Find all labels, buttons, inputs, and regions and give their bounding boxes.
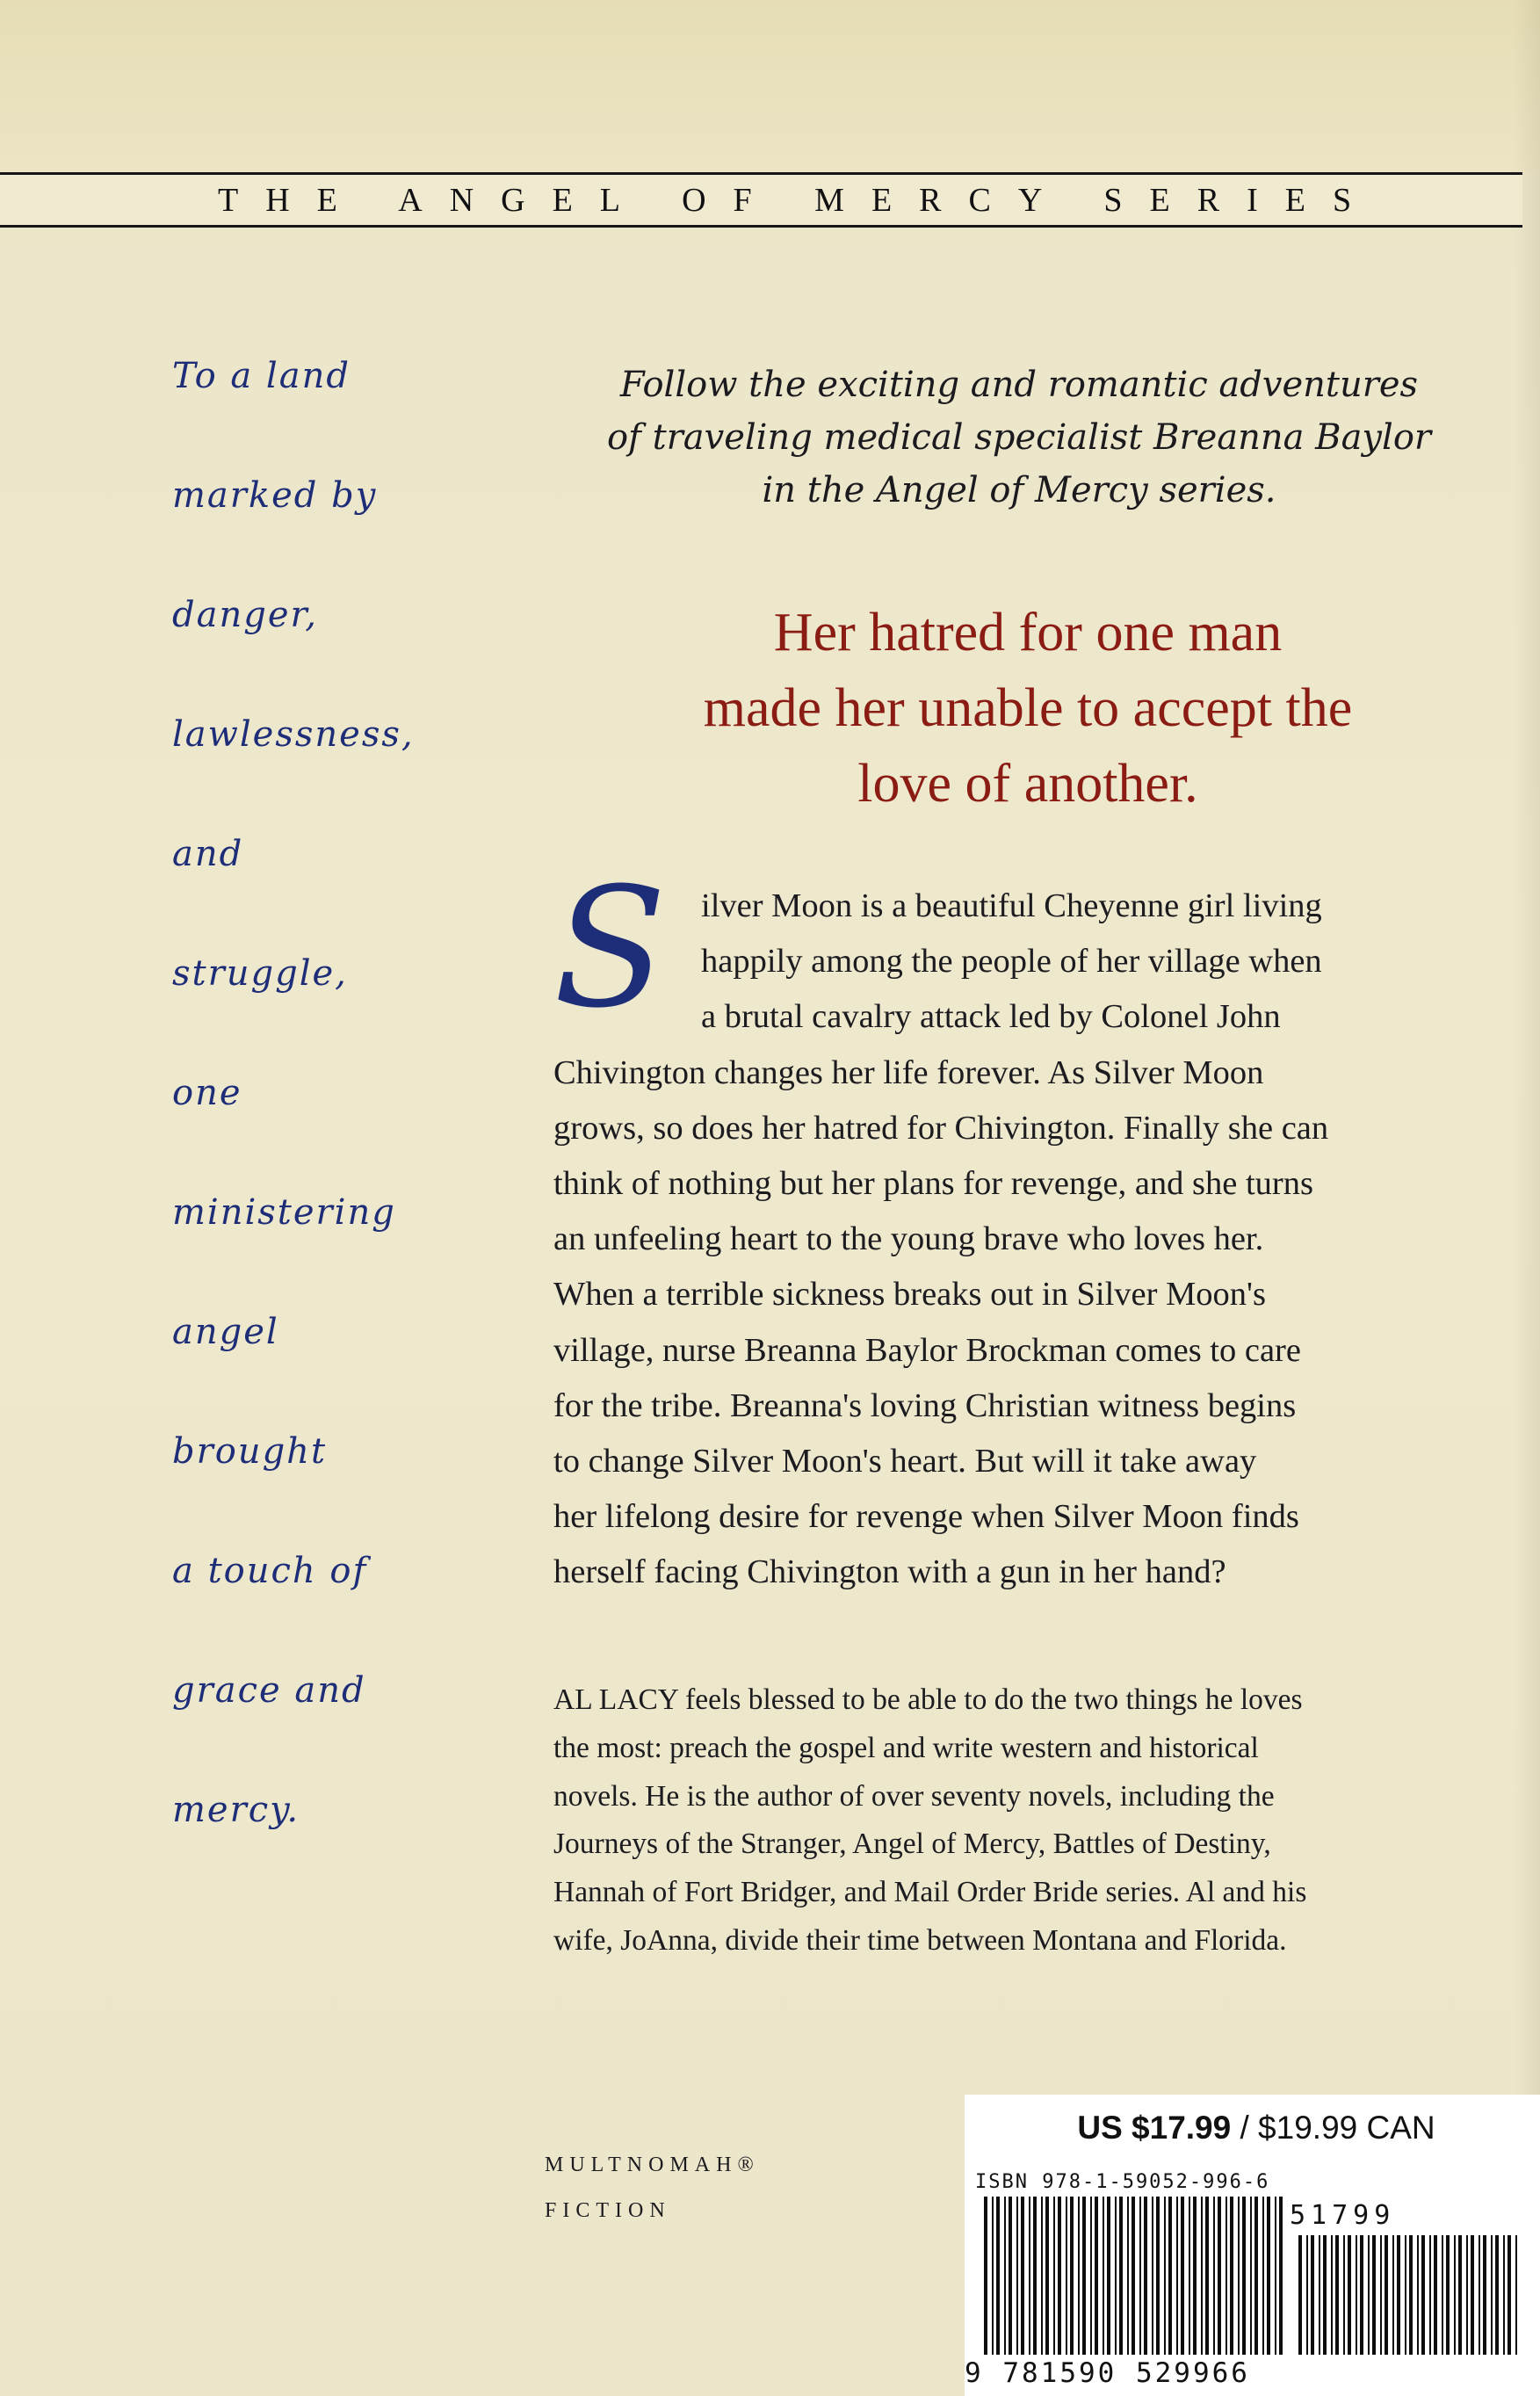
barcode-bar xyxy=(1144,2197,1147,2355)
barcode-bar xyxy=(1397,2235,1400,2355)
headline-line: made her unable to accept the xyxy=(703,678,1353,738)
barcode-bar xyxy=(1298,2235,1302,2355)
barcode-bar xyxy=(1405,2235,1406,2355)
book-description xyxy=(553,879,1511,1601)
barcode-bar xyxy=(1176,2197,1178,2355)
barcode-bar xyxy=(1483,2235,1486,2355)
barcode-bar xyxy=(1331,2235,1333,2355)
barcode-bar xyxy=(1306,2235,1308,2355)
barcode-bar xyxy=(1279,2197,1283,2355)
barcode-bar xyxy=(996,2197,1000,2355)
barcode-bar xyxy=(1267,2197,1270,2355)
barcode-bar xyxy=(1152,2197,1153,2355)
description-line: Chivington changes her life forever. As Silver Moon xyxy=(553,1053,1264,1091)
barcode-bar xyxy=(1343,2235,1345,2355)
publisher-logo xyxy=(545,2142,760,2233)
barcode-bar xyxy=(1421,2235,1425,2355)
poem-line: ministering xyxy=(172,1192,396,1233)
barcode-bar xyxy=(1016,2197,1018,2355)
publisher-name: MULTNOMAH® xyxy=(545,2154,760,2176)
barcode-bar xyxy=(1029,2197,1030,2355)
barcode-bar xyxy=(1515,2235,1517,2355)
barcode-bar xyxy=(1115,2197,1117,2355)
bio-line: Hannah of Fort Bridger, and Mail Order Bride series. Al and his xyxy=(553,1876,1307,1909)
barcode-bar xyxy=(1392,2235,1394,2355)
tagline-line: in the Angel of Mercy series. xyxy=(762,470,1276,510)
series-rule-top xyxy=(0,172,1522,175)
barcode-bar xyxy=(1066,2197,1067,2355)
barcode-bar xyxy=(1385,2235,1388,2355)
barcode-bar xyxy=(1250,2197,1252,2355)
series-rule-bottom xyxy=(0,225,1522,228)
barcode-bar xyxy=(1503,2235,1505,2355)
poem-line: grace and xyxy=(172,1670,366,1711)
barcode-bar xyxy=(1021,2197,1024,2355)
tagline-line: of traveling medical specialist Breanna Baylor xyxy=(606,417,1432,458)
poem-line: angel xyxy=(172,1312,279,1352)
barcode-bar xyxy=(1491,2235,1493,2355)
barcode-bar xyxy=(1254,2197,1258,2355)
poem-line: one xyxy=(172,1073,242,1113)
barcode-bar xyxy=(1479,2235,1480,2355)
poem-line: danger, xyxy=(172,595,318,635)
barcode-bar xyxy=(1311,2235,1314,2355)
barcode-bar xyxy=(1218,2197,1221,2355)
barcode-bar xyxy=(1495,2235,1499,2355)
description-line: to change Silver Moon's heart. But will it take away xyxy=(553,1443,1257,1480)
top-strip xyxy=(0,0,1540,172)
description-line: an unfeeling heart to the young brave who loves her. xyxy=(553,1220,1264,1258)
barcode-bar xyxy=(984,2197,987,2355)
barcode-bar xyxy=(1372,2235,1376,2355)
barcode-bar xyxy=(1103,2197,1104,2355)
poem-line: and xyxy=(172,834,244,874)
barcode-bar xyxy=(1139,2197,1141,2355)
barcode-bar xyxy=(1429,2235,1431,2355)
barcode-bar xyxy=(1156,2197,1160,2355)
barcode-bar xyxy=(1442,2235,1443,2355)
barcode-bar xyxy=(1348,2235,1351,2355)
barcode-bar xyxy=(1107,2197,1110,2355)
barcode-bar xyxy=(1417,2235,1419,2355)
barcode-bar xyxy=(1095,2197,1098,2355)
barcode-bar xyxy=(1041,2197,1043,2355)
barcode-bar xyxy=(1181,2197,1184,2355)
description-line: happily among the people of her village when xyxy=(701,943,1322,981)
barcode-bar xyxy=(1009,2197,1012,2355)
barcode-bar xyxy=(1507,2235,1511,2355)
price-us: US $17.99 xyxy=(1077,2110,1232,2146)
barcode-bar xyxy=(1058,2197,1061,2355)
barcode-bar xyxy=(1434,2235,1437,2355)
barcode-bar xyxy=(1090,2197,1092,2355)
description-line: grows, so does her hatred for Chivington. Finally she can xyxy=(553,1109,1329,1147)
poem-line: a touch of xyxy=(172,1551,368,1591)
barcode-bar xyxy=(992,2197,994,2355)
description-line: for the tribe. Breanna's loving Christian witness begins xyxy=(553,1386,1297,1424)
barcode-bar xyxy=(1356,2235,1357,2355)
description-line: ilver Moon is a beautiful Cheyenne girl living xyxy=(701,887,1322,924)
tagline-line: Follow the exciting and romantic adventures xyxy=(619,365,1419,405)
bio-line: wife, JoAnna, divide their time between Montana and Florida. xyxy=(553,1923,1287,1957)
barcode-bar xyxy=(1201,2197,1203,2355)
headline-line: love of another. xyxy=(857,754,1198,814)
barcode-bar xyxy=(1335,2235,1339,2355)
barcode-bar xyxy=(1004,2197,1006,2355)
description-line: When a terrible sickness breaks out in Silver Moon's xyxy=(553,1276,1266,1314)
barcode-bar xyxy=(1471,2235,1474,2355)
description-line: village, nurse Breanna Baylor Brockman comes to care xyxy=(553,1331,1301,1369)
barcode-bar xyxy=(1238,2197,1240,2355)
barcode-bar xyxy=(1070,2197,1074,2355)
poem-line: mercy. xyxy=(172,1790,300,1830)
side-poem xyxy=(172,350,524,1903)
barcode-bar xyxy=(1078,2197,1080,2355)
barcode-bar xyxy=(1033,2197,1037,2355)
barcode-bar xyxy=(1380,2235,1382,2355)
bio-line: Journeys of the Stranger, Angel of Mercy, Battles of Destiny, xyxy=(553,1828,1271,1861)
barcode-bar xyxy=(1205,2197,1209,2355)
barcode-bar xyxy=(1168,2197,1172,2355)
barcode-bar xyxy=(1132,2197,1135,2355)
headline-line: Her hatred for one man xyxy=(773,603,1283,662)
barcode-bar xyxy=(1368,2235,1370,2355)
series-title: THE ANGEL OF MERCY SERIES xyxy=(218,182,1379,219)
isbn-number: ISBN 978-1-59052-996-6 xyxy=(975,2171,1270,2193)
author-bio xyxy=(553,1676,1520,1965)
bio-line: the most: preach the gospel and write western and historical xyxy=(553,1731,1259,1764)
barcode-bar xyxy=(1409,2235,1413,2355)
barcode-bar xyxy=(1458,2235,1462,2355)
barcode-bar xyxy=(1466,2235,1468,2355)
drop-cap: S xyxy=(553,852,667,1045)
headline xyxy=(545,595,1511,822)
barcode-bar xyxy=(1082,2197,1086,2355)
barcode-bar xyxy=(1164,2197,1166,2355)
barcode-bar xyxy=(1053,2197,1055,2355)
barcode-bar xyxy=(1323,2235,1327,2355)
description-line: her lifelong desire for revenge when Silver Moon finds xyxy=(553,1498,1299,1536)
barcode-bar xyxy=(1225,2197,1227,2355)
barcode-bar xyxy=(1319,2235,1320,2355)
barcode-bar xyxy=(1262,2197,1264,2355)
publisher-imprint: FICTION xyxy=(545,2199,671,2222)
series-tagline xyxy=(545,358,1493,517)
barcode-bar xyxy=(1275,2197,1276,2355)
poem-line: To a land xyxy=(172,356,351,396)
barcode-bar xyxy=(1045,2197,1049,2355)
barcode-bar xyxy=(1189,2197,1190,2355)
barcode-main-digits: 9 781590 529966 xyxy=(965,2357,1250,2389)
bio-line: AL LACY feels blessed to be able to do the two things he loves xyxy=(553,1683,1303,1716)
barcode-bar xyxy=(1454,2235,1456,2355)
poem-line: lawlessness, xyxy=(172,714,415,755)
poem-line: struggle, xyxy=(172,953,348,994)
description-line: herself facing Chivington with a gun in her hand? xyxy=(553,1553,1226,1591)
barcode-bar xyxy=(1360,2235,1363,2355)
bio-line: novels. He is the author of over seventy novels, including the xyxy=(553,1779,1275,1813)
barcode-bar xyxy=(1230,2197,1233,2355)
description-line: a brutal cavalry attack led by Colonel John xyxy=(701,998,1281,1036)
price-can: / $19.99 CAN xyxy=(1231,2110,1435,2146)
page-edge-shadow xyxy=(1514,0,1540,2396)
barcode-bar xyxy=(1213,2197,1215,2355)
barcode-addon-digits: 51799 xyxy=(1290,2200,1396,2231)
barcode-label xyxy=(965,2095,1540,2396)
barcode-bar xyxy=(1119,2197,1123,2355)
barcode-bar xyxy=(1446,2235,1450,2355)
barcode-bar xyxy=(1242,2197,1246,2355)
poem-line: brought xyxy=(172,1431,328,1472)
barcode-bar xyxy=(1193,2197,1197,2355)
description-line: think of nothing but her plans for revenge, and she turns xyxy=(553,1165,1313,1203)
barcode-bar xyxy=(1127,2197,1129,2355)
barcode-graphic xyxy=(965,2095,1540,2396)
poem-line: marked by xyxy=(172,475,378,516)
